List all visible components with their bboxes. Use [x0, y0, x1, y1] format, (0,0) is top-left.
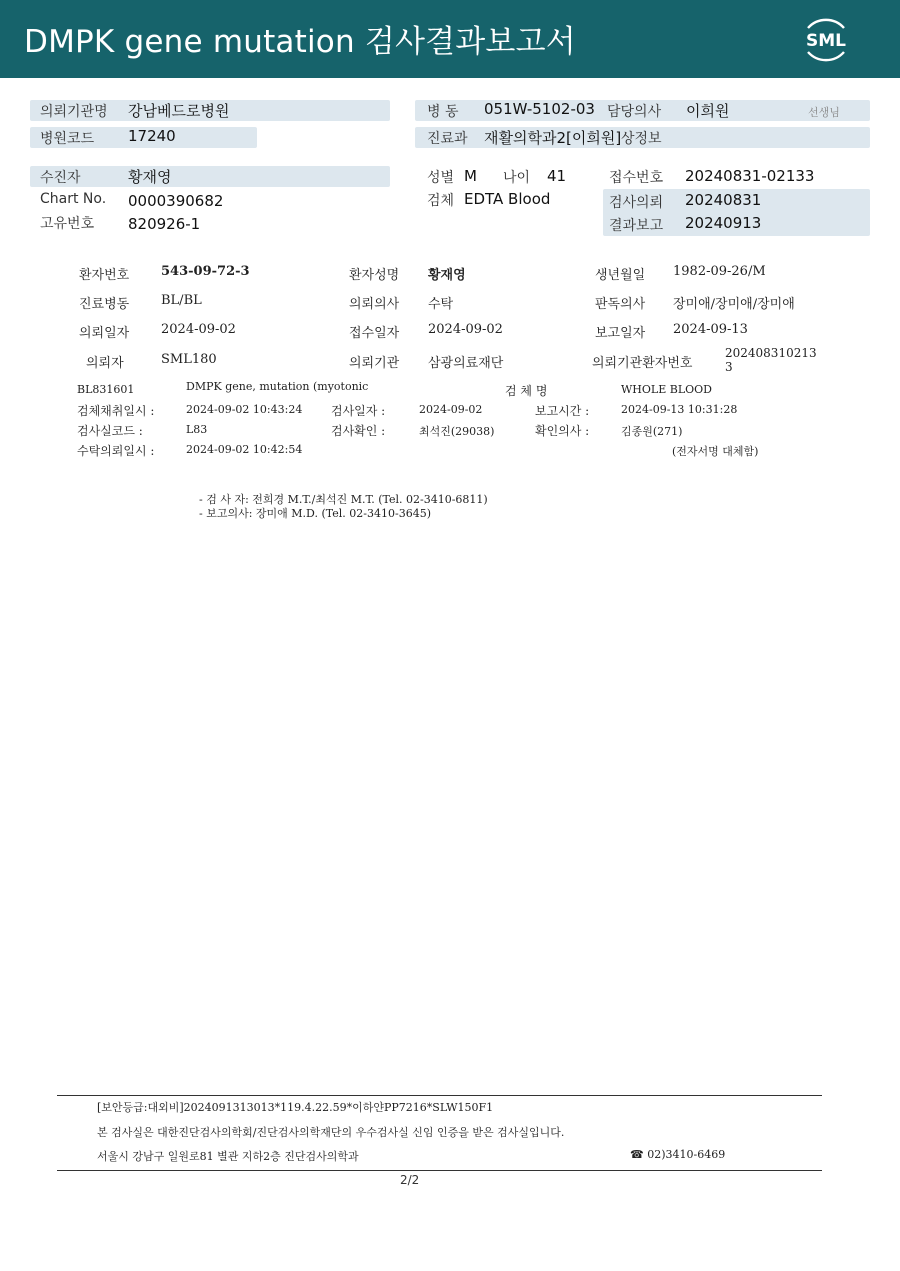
consign-value: 2024-09-02 10:42:54: [186, 443, 303, 456]
lab-label: 검사실코드 :: [77, 424, 143, 438]
detail-r3-label1: 의뢰일자: [79, 326, 130, 341]
uid-label: 고유번호: [40, 216, 95, 232]
inst-label: 의뢰기관명: [40, 104, 108, 120]
lab-value: L83: [186, 423, 208, 436]
ward-label: 병 동: [427, 104, 459, 120]
ward-code: BL/BL: [161, 293, 202, 308]
report-value: 20240913: [685, 214, 762, 232]
req-value: 20240831: [685, 191, 762, 209]
dept-value: 재활의학과2[이희원]: [484, 129, 622, 147]
receipt-date: 2024-09-02: [428, 322, 503, 337]
detail-r1-label1: 환자번호: [79, 268, 130, 283]
reporttime-label: 보고시간 :: [535, 404, 590, 418]
confirm-value: 최석진(29038): [419, 425, 495, 438]
detail-r4-label2: 의뢰기관: [349, 356, 400, 371]
inst-value: 강남베드로병원: [128, 102, 230, 120]
doctor-suffix: 선생님: [808, 106, 840, 119]
collect-label: 검체채취일시 :: [77, 404, 155, 418]
reporter-line: - 보고의사: 장미애 M.D. (Tel. 02-3410-3645): [199, 507, 431, 520]
doctor-label: 담당의사: [607, 104, 662, 120]
birth-date: 1982-09-26/M: [673, 264, 766, 279]
footer-top-rule: [57, 1095, 822, 1096]
requesting-institution: 삼광의료재단: [428, 356, 504, 371]
reading-doctor: 장미애/장미애/장미애: [673, 297, 795, 312]
specimen-label: 검체: [427, 193, 455, 209]
detail-r2-label2: 의뢰의사: [349, 297, 400, 312]
spec-label: 검 체 명: [505, 384, 548, 398]
page-number: 2/2: [400, 1173, 420, 1187]
dept-overlap-text: 상정보: [621, 131, 662, 147]
testdate-label: 검사일자 :: [331, 404, 386, 418]
patient-name: 황재영: [428, 268, 466, 283]
esign-note: (전자서명 대체함): [672, 445, 759, 458]
detail-r4-label3: 의뢰기관환자번호: [592, 356, 693, 371]
patient-bar: [30, 166, 390, 187]
address-line: 서울시 강남구 일원로81 별관 지하2층 진단검사의학과: [97, 1150, 359, 1163]
sex-label: 성별: [427, 170, 455, 186]
receipt-label: 접수번호: [609, 170, 664, 186]
age-value: 41: [547, 167, 567, 185]
ward-value: 051W-5102-03: [484, 100, 595, 118]
chart-value: 0000390682: [128, 192, 224, 210]
age-label: 나이: [503, 170, 531, 186]
hosp-label: 병원코드: [40, 131, 95, 147]
chart-label: Chart No.: [40, 191, 107, 207]
detail-r1-label3: 생년월일: [595, 268, 646, 283]
detail-r4-label1: 의뢰자: [86, 356, 124, 371]
footer-bottom-rule: [57, 1170, 822, 1171]
reporttime-value: 2024-09-13 10:31:28: [621, 403, 738, 416]
uid-value: 820926-1: [128, 215, 201, 233]
detail-r2-label3: 판독의사: [595, 297, 646, 312]
logo-text: SML: [806, 31, 846, 51]
tester-line: - 검 사 자: 전희경 M.T./최석진 M.T. (Tel. 02-3410-6811): [199, 493, 488, 506]
detail-r3-label2: 접수일자: [349, 326, 400, 341]
requesting-doctor: 수탁: [428, 297, 454, 312]
detail-r1-label2: 환자성명: [349, 268, 400, 283]
report-header: [0, 0, 900, 78]
confirm-label: 검사확인 :: [331, 424, 386, 438]
spec-value: WHOLE BLOOD: [621, 383, 712, 396]
report-label: 결과보고: [609, 218, 664, 234]
receipt-value: 20240831-02133: [685, 167, 815, 185]
patient-value: 황재영: [128, 168, 172, 186]
cert-line: 본 검사실은 대한진단검사의학회/진단검사의학재단의 우수검사실 신임 인증을 받은 검사실입니다.: [97, 1126, 565, 1139]
collect-value: 2024-09-02 10:43:24: [186, 403, 303, 416]
inst-patient-number-2: 3: [725, 360, 733, 374]
phone-line: ☎ 02)3410-6469: [630, 1148, 726, 1161]
request-date: 2024-09-02: [161, 322, 236, 337]
hosp-value: 17240: [128, 127, 176, 145]
requester: SML180: [161, 352, 217, 367]
specimen-value: EDTA Blood: [464, 190, 551, 208]
security-line: [보안등급:대외비]2024091313013*119.4.22.59*이하얀PP7216*SLW150F1: [97, 1101, 494, 1114]
patient-label: 수진자: [40, 170, 81, 186]
doctor-value: 이희원: [686, 102, 730, 120]
report-date: 2024-09-13: [673, 322, 748, 337]
report-title: DMPK gene mutation 검사결과보고서: [24, 24, 576, 60]
req-label: 검사의뢰: [609, 195, 664, 211]
test-code: BL831601: [77, 383, 135, 396]
detail-r3-label3: 보고일자: [595, 326, 646, 341]
testdate-value: 2024-09-02: [419, 403, 483, 416]
confdoc-value: 김종원(271): [621, 425, 683, 438]
sex-value: M: [464, 167, 477, 185]
test-name: DMPK gene, mutation (myotonic: [186, 380, 369, 393]
sml-logo-icon: [800, 14, 852, 66]
inst-patient-number-1: 202408310213: [725, 346, 817, 360]
consign-label: 수탁의뢰일시 :: [77, 444, 155, 458]
detail-r2-label1: 진료병동: [79, 297, 130, 312]
confdoc-label: 확인의사 :: [535, 424, 590, 438]
dept-label: 진료과: [427, 131, 468, 147]
patient-number: 543-09-72-3: [161, 264, 250, 279]
